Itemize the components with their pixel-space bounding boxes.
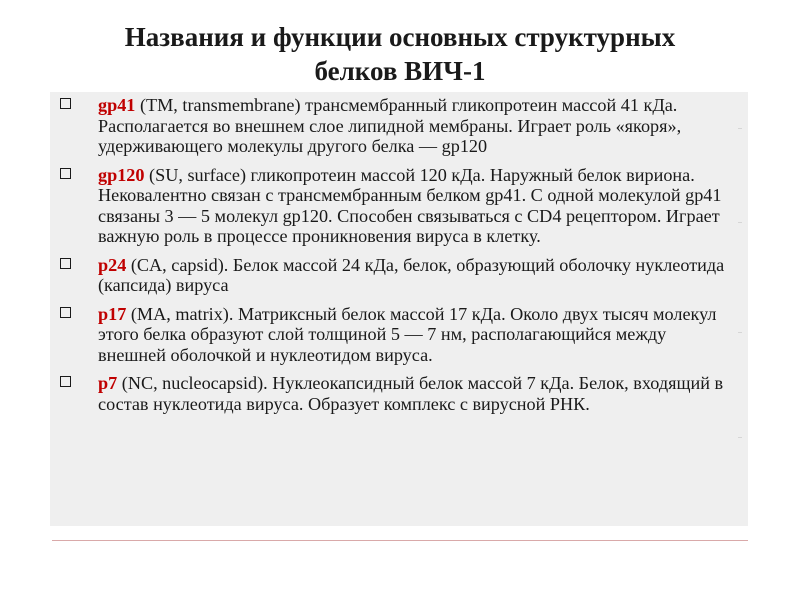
slide-title-line-1: Названия и функции основных структурных [124,22,676,52]
panel-tick-mark [738,332,742,333]
protein-description: (MA, matrix). Матриксный белок массой 17 кДа. Около двух тысяч молекул этого белка образуют слой толщиной 5 — 7 нм, располагающийся между внешней оболочкой и нуклеотидом вируса. [98,303,717,365]
list-item-p24 [58,255,738,296]
footer-divider [52,540,748,541]
slide-title [40,20,760,88]
square-bullet-icon [60,376,71,387]
square-bullet-icon [60,258,71,269]
list-item-p7 [58,373,738,414]
protein-term: gp41 [98,95,136,115]
protein-description: (TM, transmembrane) трансмембранный гликопротеин массой 41 кДа. Располагается во внешнем слое липидной мембраны. Играет роль «якоря», удерживающего молекулы другого белка — gp120 [98,95,682,156]
slide-title-line-2: белков ВИЧ-1 [314,56,486,86]
protein-term: p24 [98,254,127,275]
list-item-gp41 [58,95,738,157]
list-item-p17 [58,304,738,366]
panel-tick-mark [738,437,742,438]
protein-description: (CA, capsid). Белок массой 24 кДа, белок, образующий оболочку нуклеотида (капсида) вируса [98,254,725,295]
square-bullet-icon [60,168,71,179]
protein-description: (SU, surface) гликопротеин массой 120 кДа. Наружный белок вириона. Нековалентно связан с трансмембранным белком gp41. С одной молекулой gp41 связаны 3 — 5 молекул gp120. Способен связываться с CD4 рецептором. Играет важную роль в процессе проникновения вируса в клетку. [98,164,722,246]
protein-term: p7 [98,373,118,393]
panel-tick-mark [738,222,742,223]
list-item-gp120 [58,165,738,247]
protein-term: p17 [98,303,127,324]
protein-term: gp120 [98,164,145,185]
square-bullet-icon [60,307,71,318]
panel-tick-mark [738,128,742,129]
protein-list [58,95,738,422]
protein-description: (NC, nucleocapsid). Нуклеокапсидный белок массой 7 кДа. Белок, входящий в состав нуклеотида вируса. Образует комплекс с вирусной РНК. [98,373,724,414]
square-bullet-icon [60,98,71,109]
